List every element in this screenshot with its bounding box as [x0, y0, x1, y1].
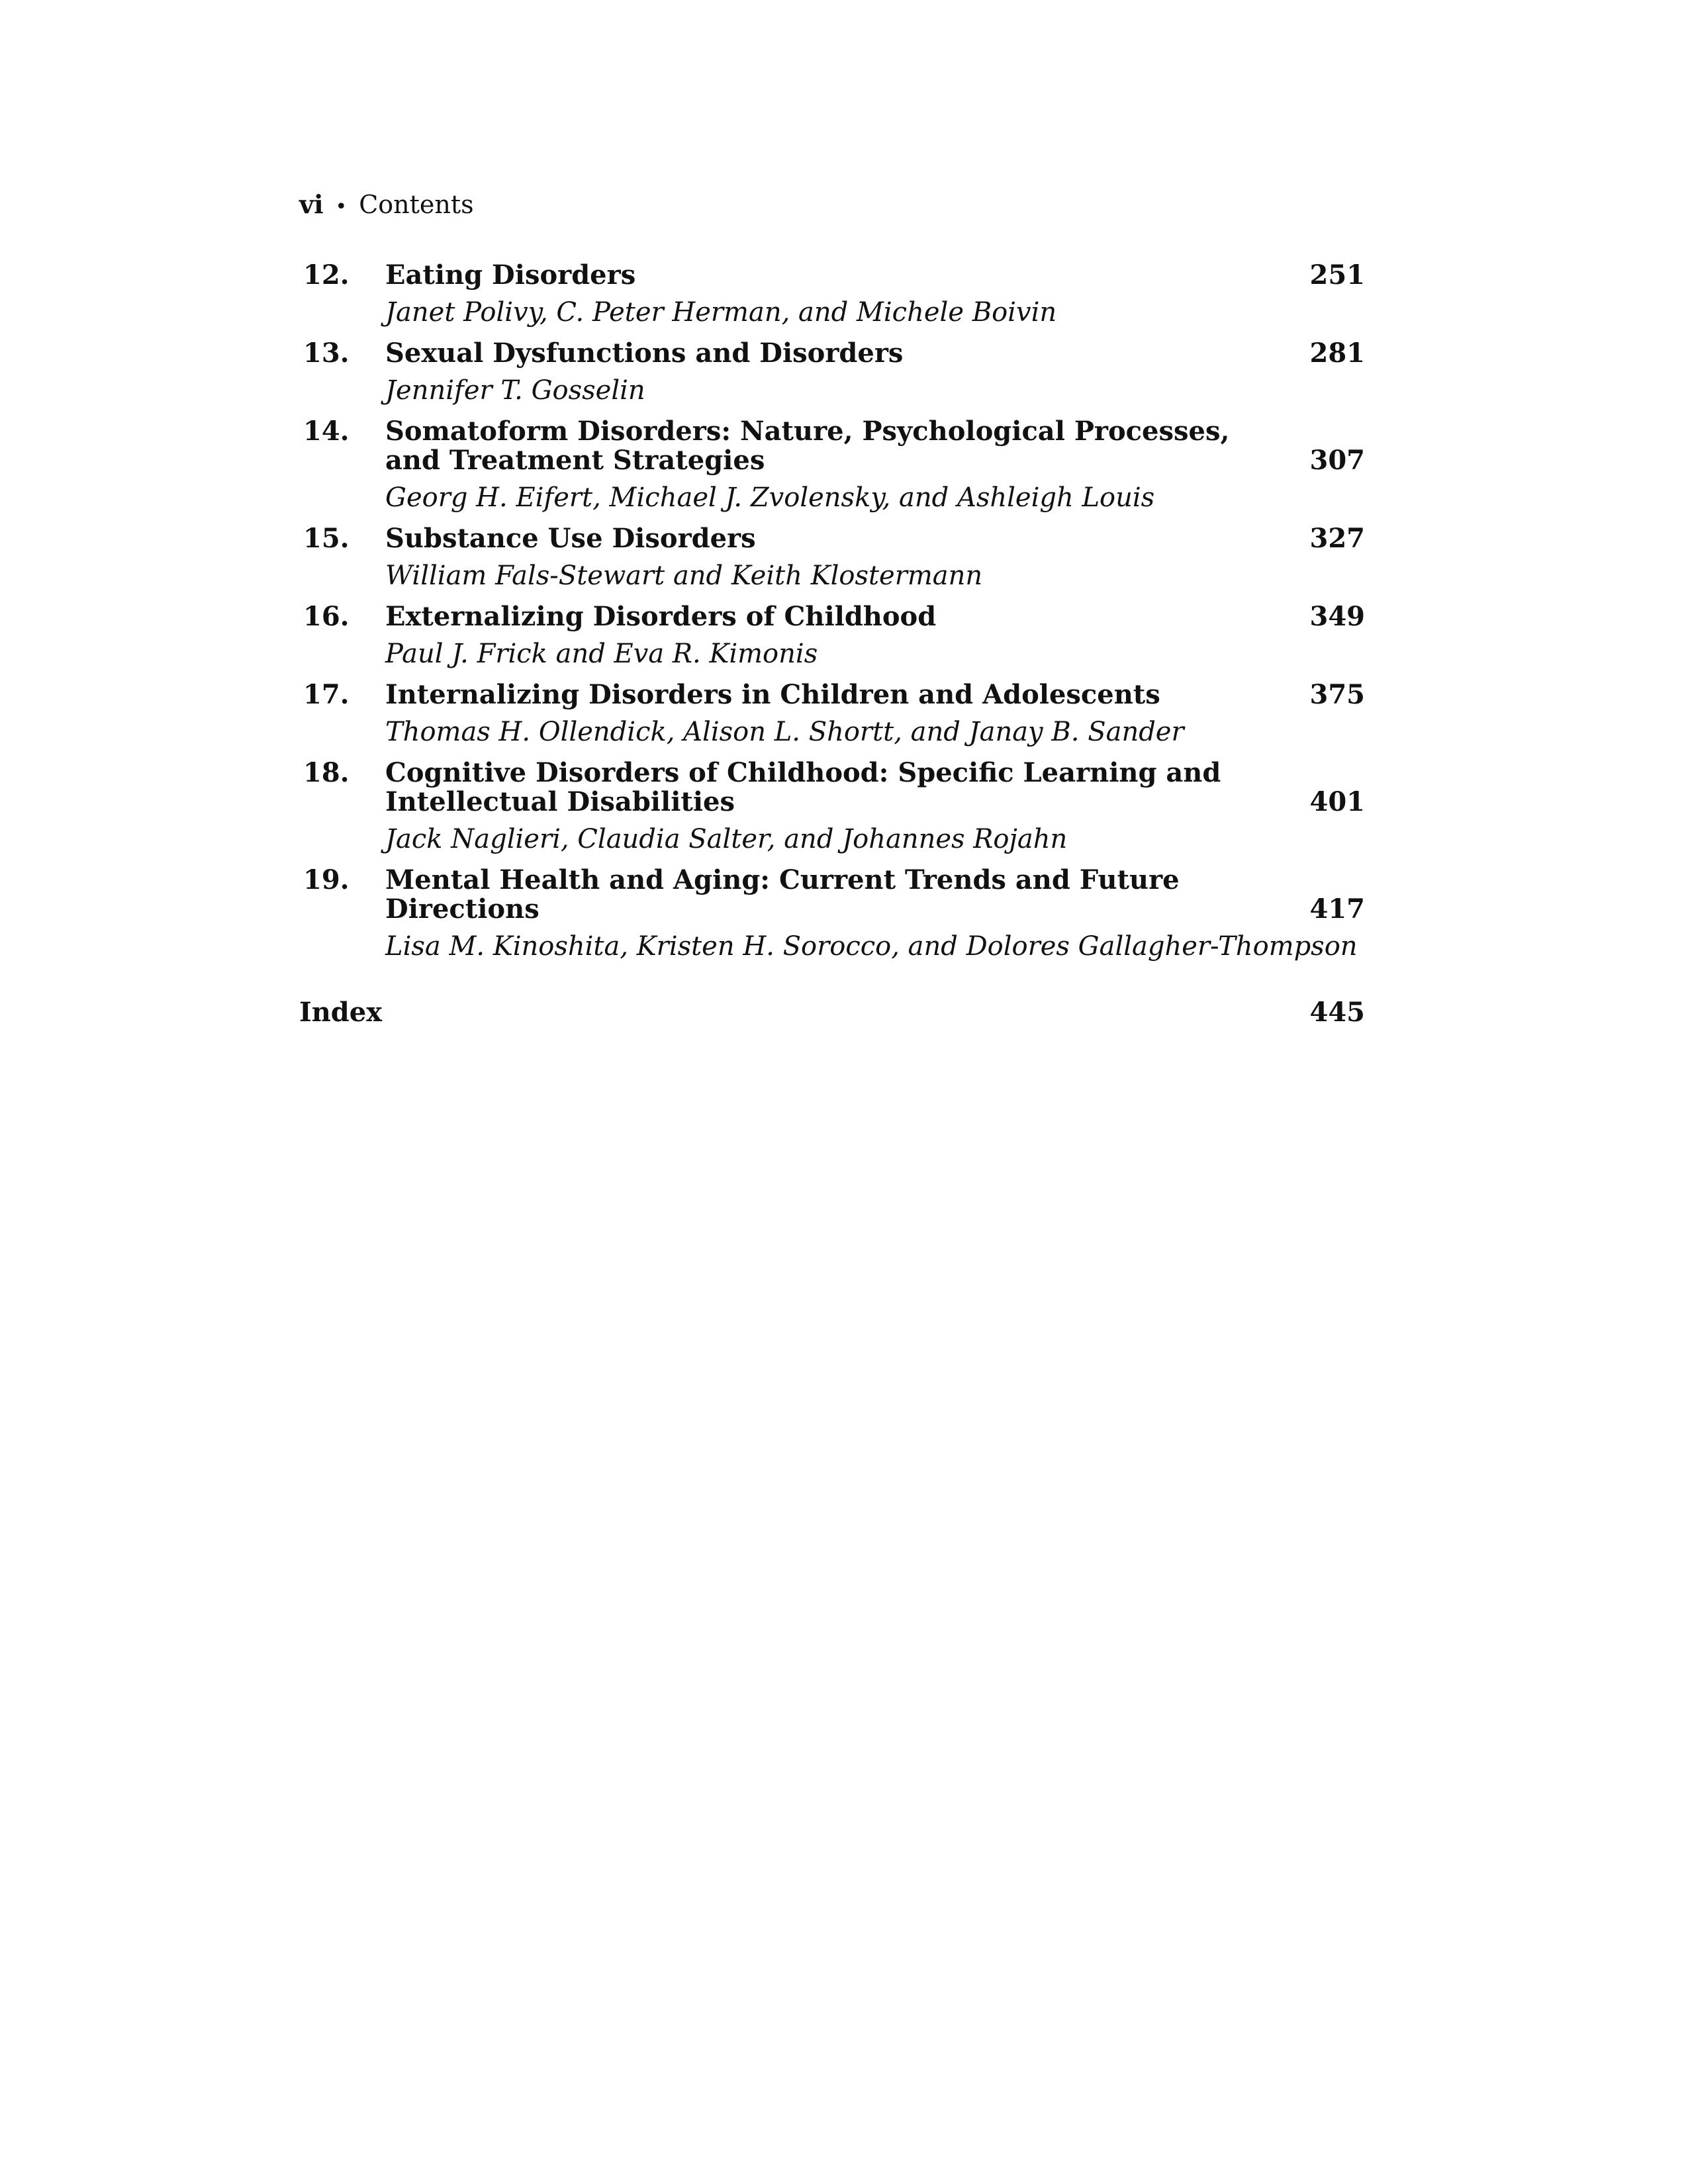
toc-entry-17[interactable] [299, 674, 1365, 752]
chapter-number: 19. [303, 864, 350, 895]
toc-entry-16[interactable] [299, 596, 1365, 674]
chapter-title[interactable]: Somatoform Disorders: Nature, Psychological Processes, and Treatment Strategies [385, 416, 1230, 476]
chapter-page: 401 [1309, 786, 1365, 817]
chapter-authors: Paul J. Frick and Eva R. Kimonis [385, 639, 818, 669]
chapter-page: 307 [1309, 445, 1365, 476]
toc-entry-15[interactable] [299, 518, 1365, 596]
table-of-contents [299, 254, 1365, 966]
toc-entry-12[interactable] [299, 254, 1365, 332]
chapter-number: 15. [303, 523, 350, 554]
chapter-title[interactable]: Eating Disorders [385, 259, 636, 291]
chapter-number: 12. [303, 259, 350, 291]
toc-entry-13[interactable] [299, 332, 1365, 410]
toc-entry-14[interactable] [299, 410, 1365, 518]
chapter-authors: Georg H. Eifert, Michael J. Zvolensky, and Ashleigh Louis [385, 482, 1155, 513]
chapter-number: 13. [303, 338, 350, 369]
chapter-title[interactable]: Sexual Dysfunctions and Disorders [385, 338, 904, 369]
chapter-title[interactable]: Substance Use Disorders [385, 523, 756, 554]
chapter-authors: Jennifer T. Gosselin [385, 375, 645, 406]
bullet-separator: • [335, 195, 348, 218]
chapter-number: 14. [303, 416, 350, 447]
chapter-page: 375 [1309, 679, 1365, 710]
chapter-page: 251 [1309, 259, 1365, 291]
chapter-page: 417 [1309, 893, 1365, 925]
index-label[interactable]: Index [299, 997, 383, 1028]
chapter-authors: Lisa M. Kinoshita, Kristen H. Sorocco, and Dolores Gallagher-Thompson [385, 931, 1358, 962]
section-title: Contents [359, 190, 474, 219]
chapter-page: 281 [1309, 338, 1365, 369]
toc-entry-18[interactable] [299, 752, 1365, 859]
chapter-title[interactable]: Cognitive Disorders of Childhood: Specific Learning and Intellectual Disabilities [385, 757, 1221, 817]
page-folio: vi [299, 189, 324, 219]
running-head [299, 188, 474, 224]
chapter-title[interactable]: Internalizing Disorders in Children and Adolescents [385, 679, 1160, 710]
chapter-number: 18. [303, 757, 350, 788]
chapter-page: 349 [1309, 601, 1365, 632]
toc-entry-19[interactable] [299, 859, 1365, 966]
chapter-authors: William Fals-Stewart and Keith Klostermann [385, 561, 983, 591]
chapter-number: 16. [303, 601, 350, 632]
chapter-title[interactable]: Mental Health and Aging: Current Trends and Future Directions [385, 864, 1180, 925]
toc-entry-index[interactable] [299, 993, 1365, 1032]
chapter-authors: Jack Naglieri, Claudia Salter, and Johannes Rojahn [385, 824, 1068, 854]
chapter-number: 17. [303, 679, 350, 710]
chapter-authors: Janet Polivy, C. Peter Herman, and Michele Boivin [385, 297, 1057, 328]
chapter-page: 327 [1309, 523, 1365, 554]
chapter-title[interactable]: Externalizing Disorders of Childhood [385, 601, 937, 632]
chapter-authors: Thomas H. Ollendick, Alison L. Shortt, and Janay B. Sander [385, 717, 1184, 747]
index-page: 445 [1309, 997, 1365, 1028]
